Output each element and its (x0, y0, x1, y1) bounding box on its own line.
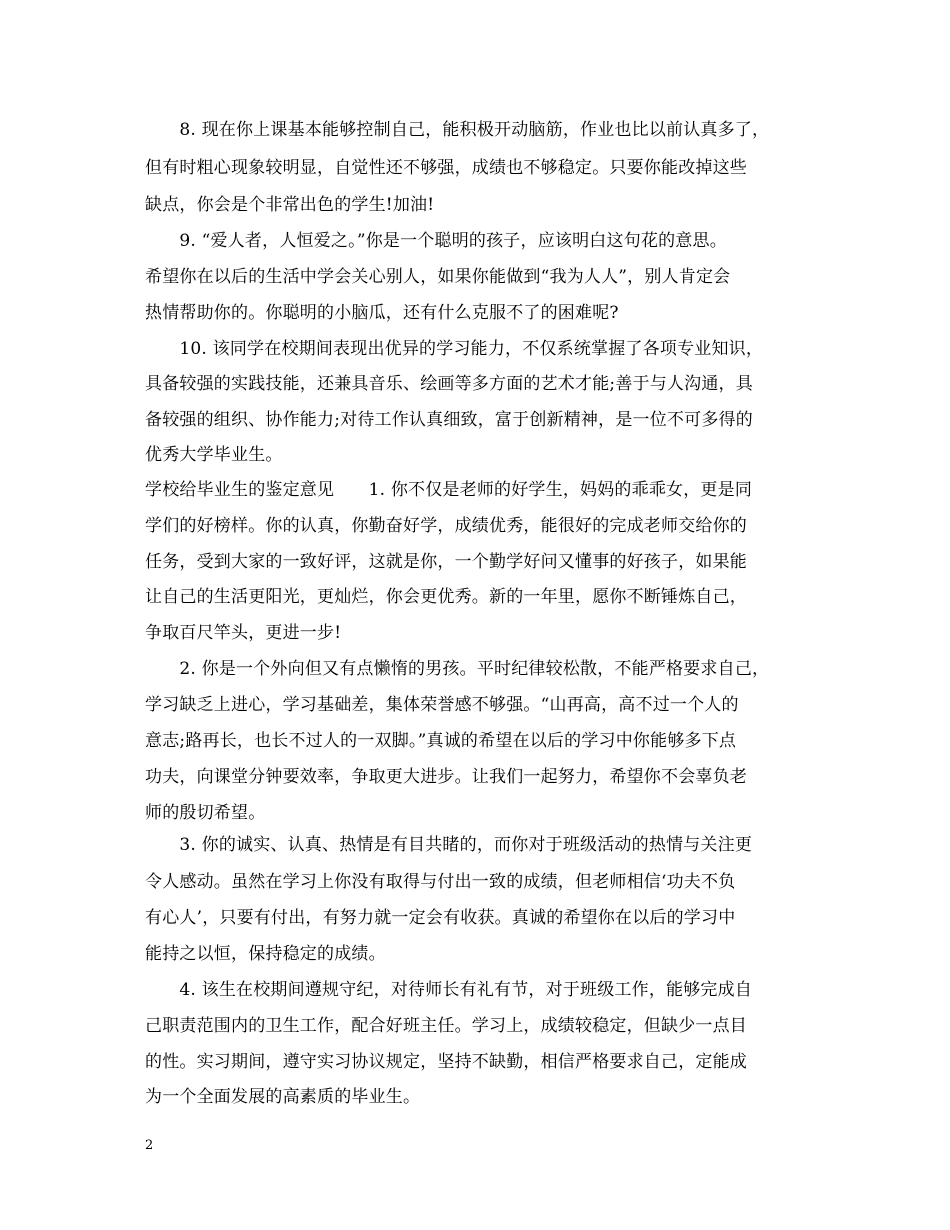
text-line: 功夫，向课堂分钟要效率，争取更大进步。让我们一起努力，希望你不会辜负老 (145, 767, 747, 787)
text-line: 缺点，你会是个非常出色的学生!加油! (145, 195, 435, 215)
text-line: 2. 你是一个外向但又有点懒惰的男孩。平时纪律较松散，不能严格要求自己， (145, 659, 770, 679)
text-line: 希望你在以后的生活中学会关心别人，如果你能做到“我为人人”，别人肯定会 (145, 267, 731, 287)
text-line: 9. “爱人者，人恒爱之。”你是一个聪明的孩子，应该明白这句花的意思。 (145, 231, 727, 251)
text-line: 但有时粗心现象较明显，自觉性还不够强，成绩也不够稳定。只要你能改掉这些 (145, 158, 747, 178)
text-line: 能持之以恒，保持稳定的成绩。 (145, 944, 386, 964)
text-line: 师的殷切希望。 (145, 803, 266, 823)
text-line: 的性。实习期间，遵守实习协议规定，坚持不缺勤，相信严格要求自己，定能成 (145, 1052, 747, 1072)
page-number: 2 (145, 1138, 154, 1153)
text-line: 学校给毕业生的鉴定意见 1. 你不仅是老师的好学生，妈妈的乖乖女，更是同 (145, 480, 753, 500)
text-line: 令人感动。虽然在学习上你没有取得与付出一致的成绩，但老师相信‘功夫不负 (145, 872, 736, 892)
text-line: 有心人’，只要有付出，有努力就一定会有收获。真诚的希望你在以后的学习中 (145, 908, 736, 928)
text-line: 3. 你的诚实、认真、热情是有目共睹的，而你对于班级活动的热情与关注更 (145, 835, 753, 855)
text-line: 备较强的组织、协作能力;对待工作认真细致，富于创新精神，是一位不可多得的 (145, 410, 753, 430)
text-line: 任务，受到大家的一致好评，这就是你，一个勤学好问又懂事的好孩子，如果能 (145, 552, 747, 572)
text-line: 学习缺乏上进心，学习基础差，集体荣誉感不够强。“山再高，高不过一个人的 (145, 695, 739, 715)
text-line: 为一个全面发展的高素质的毕业生。 (145, 1087, 421, 1107)
text-line: 4. 该生在校期间遵规守纪，对待师长有礼有节，对于班级工作，能够完成自 (145, 980, 753, 1000)
text-line: 10. 该同学在校期间表现出优异的学习能力，不仅系统掌握了各项专业知识， (145, 339, 764, 359)
text-line: 8. 现在你上课基本能够控制自己，能积极开动脑筋，作业也比以前认真多了， (145, 120, 770, 140)
text-line: 学们的好榜样。你的认真，你勤奋好学，成绩优秀，能很好的完成老师交给你的 (145, 516, 747, 536)
text-line: 让自己的生活更阳光，更灿烂，你会更优秀。新的一年里，愿你不断锤炼自己， (145, 587, 747, 607)
text-line: 热情帮助你的。你聪明的小脑瓜，还有什么克服不了的困难呢? (145, 303, 619, 323)
text-line: 己职责范围内的卫生工作，配合好班主任。学习上，成绩较稳定，但缺少一点目 (145, 1016, 747, 1036)
text-line: 争取百尺竿头，更进一步! (145, 623, 342, 643)
text-line: 意志;路再长，也长不过人的一双脚。”真诚的希望在以后的学习中你能够多下点 (145, 731, 737, 751)
text-line: 具备较强的实践技能，还兼具音乐、绘画等多方面的艺术才能;善于与人沟通，具 (145, 374, 753, 394)
text-line: 优秀大学毕业生。 (145, 445, 283, 465)
